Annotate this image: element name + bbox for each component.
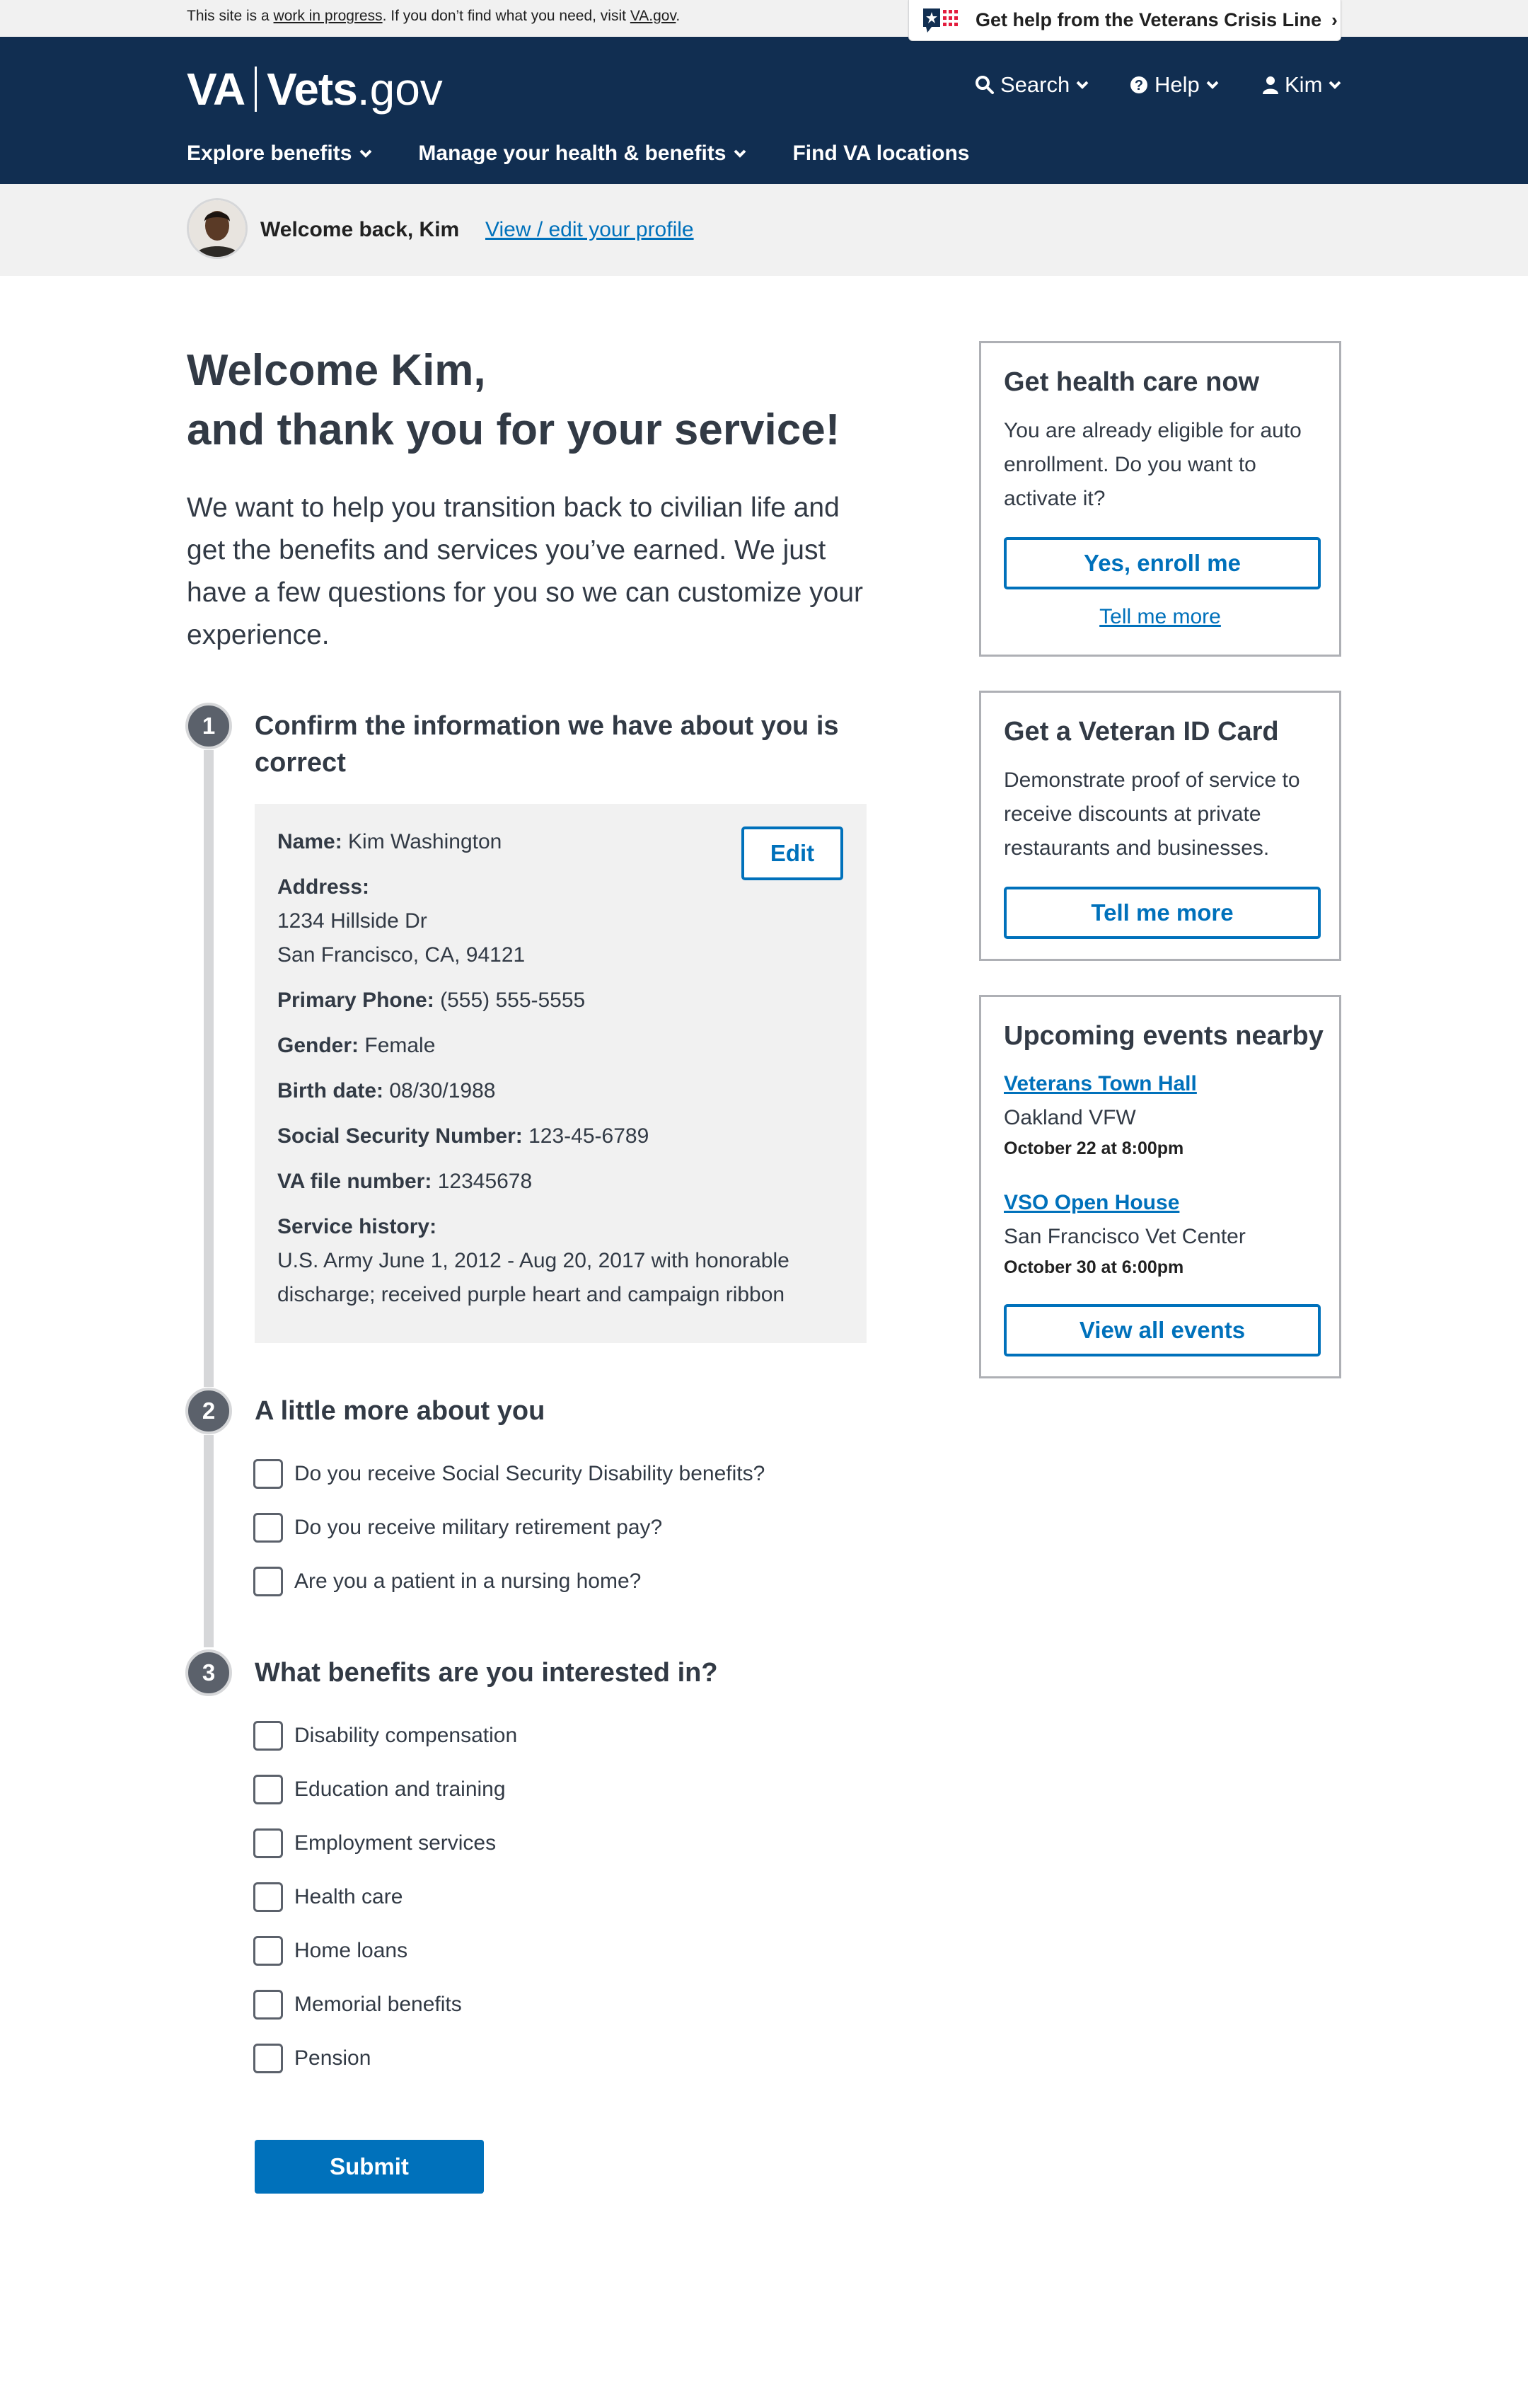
checkbox[interactable] <box>253 1775 283 1804</box>
enroll-button[interactable]: Yes, enroll me <box>1004 537 1321 589</box>
event-vso-open-house-link[interactable]: VSO Open House <box>1004 1191 1180 1214</box>
crisis-line-button[interactable] <box>908 0 1341 41</box>
health-care-card <box>979 341 1341 657</box>
nav-find-va-locations[interactable]: Find VA locations <box>792 142 970 165</box>
submit-button[interactable]: Submit <box>255 2140 484 2194</box>
chevron-down-icon <box>733 149 747 159</box>
nav-explore-benefits[interactable]: Explore benefits <box>187 142 373 166</box>
site-header <box>0 37 1528 184</box>
health-care-card-title: Get health care now <box>1004 367 1260 397</box>
veteran-id-tell-me-more-button[interactable]: Tell me more <box>1004 887 1321 939</box>
step-3-title: What benefits are you interested in? <box>255 1658 718 1688</box>
info-address-line2: San Francisco, CA, 94121 <box>277 943 526 967</box>
page-title: Welcome Kim, and thank you for your service! <box>187 346 840 454</box>
profile-info-box <box>255 804 867 1343</box>
checkbox[interactable] <box>253 1936 283 1966</box>
health-tell-me-more-link[interactable]: Tell me more <box>1099 605 1221 628</box>
checkbox[interactable] <box>253 1990 283 2020</box>
checkbox[interactable] <box>253 1513 283 1543</box>
step-1-number: 1 <box>185 703 232 749</box>
upcoming-events-card <box>979 995 1341 1378</box>
upcoming-events-title: Upcoming events nearby <box>1004 1021 1324 1051</box>
step-3-number: 3 <box>185 1649 232 1696</box>
intro-text: We want to help you transition back to civilian life and get the benefits and services you’ve earned. We just have a few questions for you so we can customize your experience. <box>187 492 863 650</box>
checkbox[interactable] <box>253 1828 283 1858</box>
crisis-line-label: Get help from the Veterans Crisis Line <box>976 9 1322 30</box>
checkbox-nursing-home[interactable]: Are you a patient in a nursing home? <box>253 1567 641 1596</box>
veteran-id-card-title: Get a Veteran ID Card <box>1004 717 1279 747</box>
info-service-line1: U.S. Army June 1, 2012 - Aug 20, 2017 with honorable <box>277 1249 789 1272</box>
checkbox-home-loans[interactable]: Home loans <box>253 1936 407 1966</box>
nav-manage-health-benefits[interactable]: Manage your health & benefits <box>418 142 747 166</box>
view-all-events-button[interactable]: View all events <box>1004 1304 1321 1356</box>
info-va-file-number: VA file number: 12345678 <box>277 1170 533 1193</box>
checkbox-disability-compensation[interactable]: Disability compensation <box>253 1721 517 1751</box>
event-place: Oakland VFW <box>1004 1106 1136 1129</box>
event-date: October 30 at 6:00pm <box>1004 1257 1184 1277</box>
chevron-down-icon <box>1075 80 1089 90</box>
step-2-title: A little more about you <box>255 1396 545 1426</box>
event-date: October 22 at 8:00pm <box>1004 1139 1184 1158</box>
checkbox[interactable] <box>253 1567 283 1596</box>
veteran-id-card <box>979 691 1341 961</box>
veteran-id-card-text: Demonstrate proof of service to receive discounts at private restaurants and businesses. <box>1004 768 1300 860</box>
step-rail <box>204 1435 214 1647</box>
edit-info-button[interactable]: Edit <box>741 826 843 880</box>
checkbox[interactable] <box>253 2044 283 2073</box>
info-ssn: Social Security Number: 123-45-6789 <box>277 1124 649 1148</box>
info-address-label: Address: <box>277 875 370 899</box>
chevron-down-icon <box>1205 80 1220 90</box>
welcome-bar <box>0 184 1528 276</box>
checkbox-memorial-benefits[interactable]: Memorial benefits <box>253 1990 462 2020</box>
chevron-right-icon: › <box>1331 9 1338 30</box>
checkbox-health-care[interactable]: Health care <box>253 1882 403 1912</box>
chevron-down-icon <box>359 149 373 159</box>
info-phone: Primary Phone: (555) 555-5555 <box>277 989 586 1012</box>
info-service-line2: discharge; received purple heart and campaign ribbon <box>277 1283 785 1306</box>
chevron-down-icon <box>1328 80 1342 90</box>
step-1-title: Confirm the information we have about you is correct <box>255 711 839 778</box>
info-address-line1: 1234 Hillside Dr <box>277 909 427 933</box>
help-icon <box>1129 75 1149 95</box>
edit-profile-link[interactable]: View / edit your profile <box>485 218 694 241</box>
checkbox-pension[interactable]: Pension <box>253 2044 371 2073</box>
checkbox-retirement-pay[interactable]: Do you receive military retirement pay? <box>253 1513 662 1543</box>
checkbox-employment-services[interactable]: Employment services <box>253 1828 496 1858</box>
user-menu-button[interactable]: Kim <box>1262 72 1342 98</box>
checkbox[interactable] <box>253 1459 283 1489</box>
info-gender: Gender: Female <box>277 1034 436 1057</box>
checkbox-education-training[interactable]: Education and training <box>253 1775 506 1804</box>
step-rail <box>204 750 214 1387</box>
checkbox-ssdi[interactable]: Do you receive Social Security Disability benefits? <box>253 1459 765 1489</box>
va-gov-link[interactable]: VA.gov <box>630 8 676 24</box>
user-icon <box>1262 75 1279 95</box>
health-care-card-text: You are already eligible for auto enrollment. Do you want to activate it? <box>1004 419 1302 510</box>
info-service-history-label: Service history: <box>277 1215 437 1238</box>
step-2-number: 2 <box>185 1388 232 1434</box>
avatar <box>187 198 248 259</box>
vets-gov-logo[interactable]: VA Vets .gov <box>187 64 443 115</box>
checkbox[interactable] <box>253 1882 283 1912</box>
main-navigation <box>187 142 1015 166</box>
crisis-line-flag-icon <box>923 6 963 35</box>
help-menu-button[interactable]: ? Help <box>1129 72 1220 98</box>
svg-text:?: ? <box>1134 78 1144 93</box>
search-icon <box>975 75 995 95</box>
search-menu-button[interactable]: Search <box>975 72 1089 98</box>
info-name: Name: Kim Washington <box>277 830 502 853</box>
banner-message: This site is a work in progress. If you don’t find what you need, visit VA.gov. <box>187 8 681 24</box>
event-place: San Francisco Vet Center <box>1004 1225 1246 1248</box>
info-birth-date: Birth date: 08/30/1988 <box>277 1079 496 1102</box>
event-veterans-town-hall-link[interactable]: Veterans Town Hall <box>1004 1072 1197 1095</box>
welcome-back-text: Welcome back, Kim <box>260 218 460 241</box>
work-in-progress-link[interactable]: work in progress <box>273 8 383 24</box>
checkbox[interactable] <box>253 1721 283 1751</box>
